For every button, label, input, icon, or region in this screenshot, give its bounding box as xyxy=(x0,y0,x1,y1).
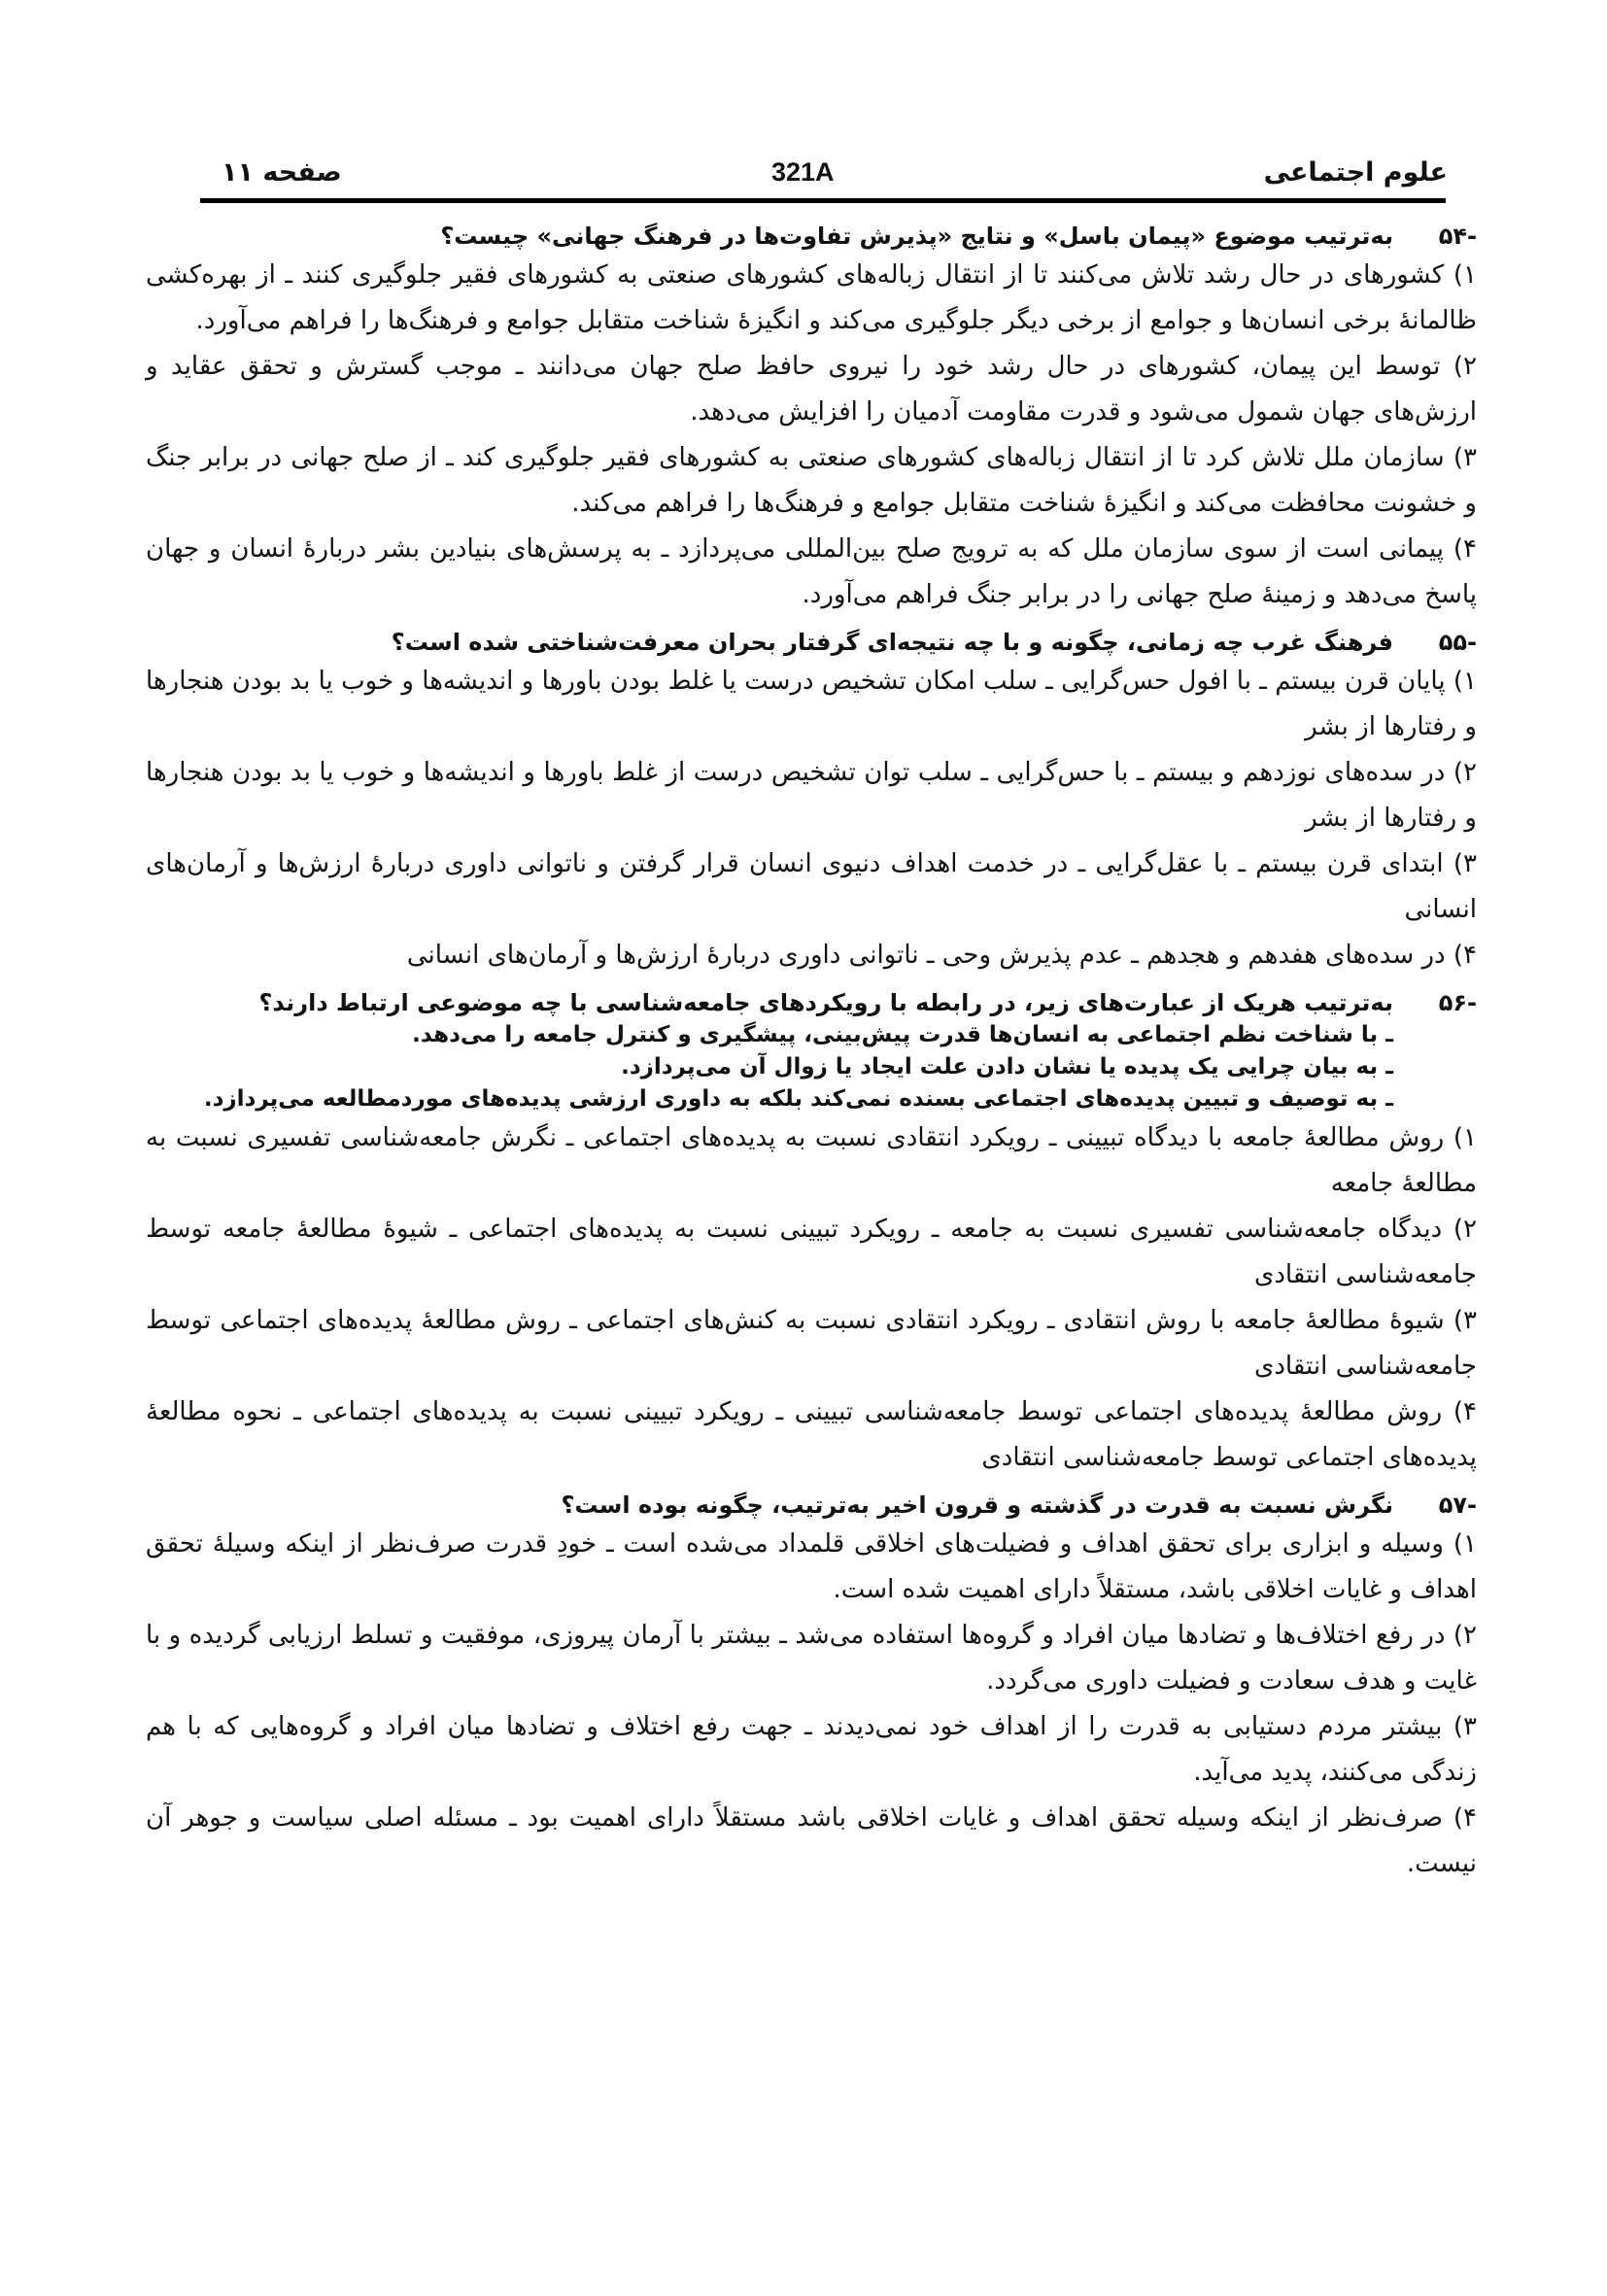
question-text: به‌ترتیب هریک از عبارت‌های زیر، در رابطه با رویکردهای جامعه‌شناسی با چه موضوعی ارتباط دارند؟ xyxy=(258,989,1393,1016)
option-text: بیشتر مردم دستیابی به قدرت را از اهداف خود نمی‌دیدند ـ جهت رفع اختلاف و تضادها میان افراد و گروه‌هایی که با هم زندگی می‌کنند، پدید می‌آید. xyxy=(146,1712,1477,1787)
answer-option-1[interactable] xyxy=(146,1522,1477,1613)
answer-option-2[interactable] xyxy=(146,344,1477,435)
option-number: ۱) xyxy=(1453,1123,1478,1152)
answer-option-3[interactable] xyxy=(146,841,1477,933)
question-stem xyxy=(146,1489,1477,1522)
question-number: -۵۶ xyxy=(1438,989,1477,1016)
option-number: ۳) xyxy=(1453,1712,1477,1741)
option-number: ۴) xyxy=(1453,941,1477,970)
question-3 xyxy=(146,986,1477,1481)
statement: ـ به توصیف و تبیین پدیده‌های اجتماعی بسنده نمی‌کند بلکه به داوری ارزشی پدیده‌های موردمطالعه می‌پردازد. xyxy=(203,1086,1393,1112)
option-number: ۱) xyxy=(1453,667,1478,696)
option-text: روش مطالعهٔ جامعه با دیدگاه تبیینی ـ رویکرد انتقادی نسبت به پدیده‌های اجتماعی ـ نگرش جامعه‌شناسی تفسیری نسبت به مطالعهٔ جامعه xyxy=(146,1123,1477,1198)
question-number: -۵۷ xyxy=(1438,1491,1477,1519)
answer-option-4[interactable] xyxy=(146,933,1477,978)
option-number: ۱) xyxy=(1453,260,1477,290)
option-number: ۲) xyxy=(1453,1621,1477,1650)
option-text: دیدگاه جامعه‌شناسی تفسیری نسبت به جامعه ـ رویکرد تبیینی نسبت به پدیده‌های اجتماعی ـ شیوهٔ مطالعهٔ جامعه توسط جامعه‌شناسی انتقادی xyxy=(146,1215,1477,1289)
question-text: فرهنگ غرب چه زمانی، چگونه و با چه نتیجه‌ای گرفتار بحران معرفت‌شناختی شده است؟ xyxy=(391,629,1393,656)
answer-option-3[interactable] xyxy=(146,1298,1477,1389)
option-number: ۲) xyxy=(1453,352,1478,381)
question-4 xyxy=(146,1489,1477,1887)
page-number: صفحه ۱۱ xyxy=(222,156,342,188)
option-number: ۲) xyxy=(1453,758,1477,787)
question-1 xyxy=(146,220,1477,618)
option-text: سازمان ملل تلاش کرد تا از انتقال زباله‌های کشورهای صنعتی به کشورهای فقیر جلوگیری کند ـ از صلح جهانی در برابر جنگ و خشونت محافظت می‌کند و انگیزهٔ شناخت متقابل جوامع و فرهنگ‌ها را فراهم می‌کند. xyxy=(146,443,1477,518)
question-text: به‌ترتیب موضوع «پیمان باسل» و نتایج «پذیرش تفاوت‌ها در فرهنگ جهانی» چیست؟ xyxy=(440,223,1393,250)
answer-option-1[interactable] xyxy=(146,253,1477,344)
subject-title: علوم اجتماعی xyxy=(1263,156,1448,188)
answer-option-2[interactable] xyxy=(146,1207,1477,1298)
option-text: پایان قرن بیستم ـ با افول حس‌گرایی ـ سلب امکان تشخیص درست یا غلط بودن باورها و اندیشه‌ها و خوب یا بد بودن هنجارها و رفتارها از بشر xyxy=(146,667,1477,741)
option-number: ۳) xyxy=(1453,1306,1478,1335)
question-stem xyxy=(146,626,1477,659)
header-divider xyxy=(200,198,1446,203)
option-text: شیوهٔ مطالعهٔ جامعه با روش انتقادی ـ رویکرد انتقادی نسبت به کنش‌های اجتماعی ـ روش مطالعهٔ پدیده‌های اجتماعی توسط جامعه‌شناسی انتقادی xyxy=(146,1306,1477,1381)
option-text: ابتدای قرن بیستم ـ با عقل‌گرایی ـ در خدمت اهداف دنیوی انسان قرار گرفتن و ناتوانی داوری دربارهٔ ارزش‌ها و آرمان‌های انسانی xyxy=(146,849,1477,924)
option-text: در سده‌های نوزدهم و بیستم ـ با حس‌گرایی ـ سلب توان تشخیص درست از غلط باورها و اندیشه‌ها و خوب یا بد بودن هنجارها و رفتارها از بشر xyxy=(146,758,1477,833)
answer-option-4[interactable] xyxy=(146,527,1477,618)
question-2 xyxy=(146,626,1477,978)
question-text: نگرش نسبت به قدرت در گذشته و قرون اخیر به‌ترتیب، چگونه بوده است؟ xyxy=(561,1491,1393,1519)
option-text: در سده‌های هفدهم و هجدهم ـ عدم پذیرش وحی ـ ناتوانی داوری دربارهٔ ارزش‌ها و آرمان‌های انسانی xyxy=(406,941,1446,970)
option-number: ۴) xyxy=(1453,1803,1478,1833)
answer-option-3[interactable] xyxy=(146,1704,1477,1796)
booklet-code: 321A xyxy=(770,156,835,187)
answer-option-2[interactable] xyxy=(146,1613,1477,1704)
question-number: -۵۵ xyxy=(1438,629,1477,656)
option-number: ۳) xyxy=(1453,849,1477,878)
answer-option-1[interactable] xyxy=(146,1115,1477,1207)
answer-option-3[interactable] xyxy=(146,435,1477,527)
answer-option-4[interactable] xyxy=(146,1796,1477,1887)
option-number: ۳) xyxy=(1453,443,1477,472)
answer-option-2[interactable] xyxy=(146,750,1477,841)
statement: ـ با شناخت نظم اجتماعی به انسان‌ها قدرت پیش‌بینی، پیشگیری و کنترل جامعه را می‌دهد. xyxy=(412,1022,1393,1047)
option-number: ۴) xyxy=(1453,534,1478,564)
option-text: کشورهای در حال رشد تلاش می‌کنند تا از انتقال زباله‌های کشورهای صنعتی به کشورهای فقیر جلوگیری کنند ـ از بهره‌کشی ظالمانهٔ برخی انسان‌ها و جوامع از برخی دیگر جلوگیری می‌کند و انگیزهٔ شناخت متقابل جوامع و فرهنگ‌ها را فراهم می‌آورد. xyxy=(146,260,1477,335)
question-stem xyxy=(146,220,1477,253)
option-number: ۴) xyxy=(1453,1397,1478,1426)
option-text: پیمانی است از سوی سازمان ملل که به ترویج صلح بین‌المللی می‌پردازد ـ به پرسش‌های بنیادین بشر دربارهٔ انسان و جهان پاسخ می‌دهد و زمینهٔ صلح جهانی را در برابر جنگ فراهم می‌آورد. xyxy=(146,534,1477,609)
option-number: ۱) xyxy=(1453,1529,1478,1559)
questions-list xyxy=(146,212,1477,1887)
option-number: ۲) xyxy=(1453,1215,1478,1244)
option-text: روش مطالعهٔ پدیده‌های اجتماعی توسط جامعه‌شناسی تبیینی ـ رویکرد تبیینی نسبت به پدیده‌های اجتماعی ـ نحوه مطالعهٔ پدیده‌های اجتماعی توسط جامعه‌شناسی انتقادی xyxy=(146,1397,1477,1472)
question-stem xyxy=(146,986,1477,1019)
statement: ـ به بیان چرایی یک پدیده یا نشان دادن علت ایجاد یا زوال آن می‌پردازد. xyxy=(621,1054,1393,1079)
option-text: توسط این پیمان، کشورهای در حال رشد خود را نیروی حافظ صلح جهان می‌دانند ـ موجب گسترش و تحقق عقاید و ارزش‌های جهان شمول می‌شود و قدرت مقاومت آدمیان را افزایش می‌دهد. xyxy=(146,352,1477,427)
option-text: صرف‌نظر از اینکه وسیله تحقق اهداف و غایات اخلاقی باشد مستقلاً دارای اهمیت بود ـ مسئله اصلی سیاست و جوهر آن نیست. xyxy=(146,1803,1477,1878)
page-header xyxy=(222,148,1448,196)
question-number: -۵۴ xyxy=(1438,223,1477,250)
answer-option-4[interactable] xyxy=(146,1389,1477,1481)
answer-option-1[interactable] xyxy=(146,659,1477,750)
option-text: وسیله و ابزاری برای تحقق اهداف و فضیلت‌های اخلاقی قلمداد می‌شده است ـ خودِ قدرت صرف‌نظر از اینکه وسیلهٔ تحقق اهداف و غایات اخلاقی باشد، مستقلاً دارای اهمیت شده است. xyxy=(146,1529,1477,1604)
option-text: در رفع اختلاف‌ها و تضادها میان افراد و گروه‌ها استفاده می‌شد ـ بیشتر با آرمان پیروزی، موفقیت و تسلط ارزیابی گردیده و با غایت و هدف سعادت و فضیلت داوری می‌گردد. xyxy=(146,1621,1477,1696)
